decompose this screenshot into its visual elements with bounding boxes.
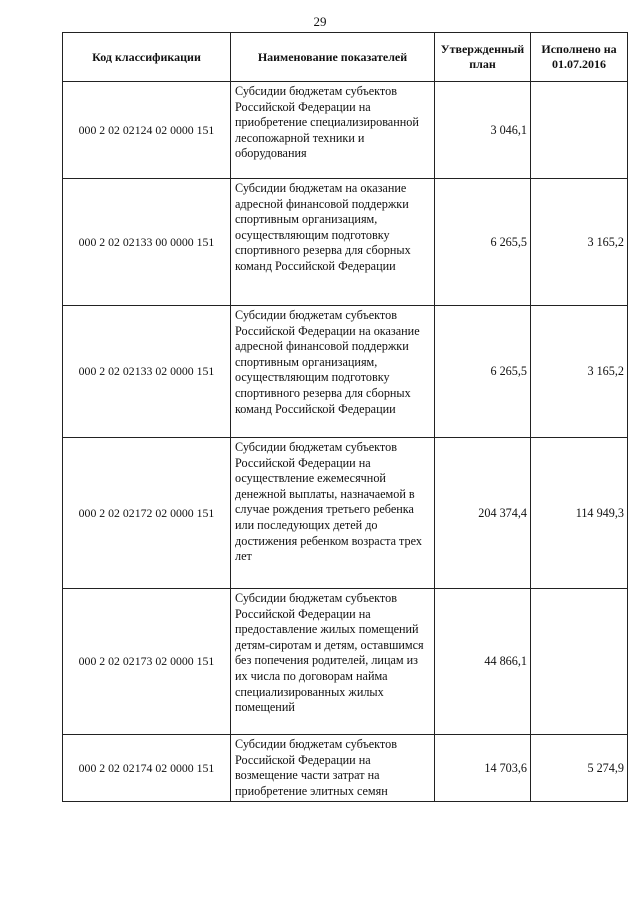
header-plan: Утвержденный план	[435, 33, 531, 82]
row-name: Субсидии бюджетам субъектов Российской Федерации на предоставление жилых помещений детям-сиротам и детям, оставшимся без попечения родителей, лицам из их числа по договорам найма специализированных жилых помещений	[231, 589, 435, 735]
row-name: Субсидии бюджетам на оказание адресной финансовой поддержки спортивным организациям, осуществляющим подготовку спортивного резерва для сборных команд Российской Федерации	[231, 179, 435, 306]
table-row	[63, 306, 628, 438]
row-done: 114 949,3	[531, 438, 628, 589]
page-number: 29	[313, 14, 327, 29]
row-code: 000 2 02 02133 00 0000 151	[63, 179, 231, 306]
row-done: 3 165,2	[531, 306, 628, 438]
report-table	[62, 32, 628, 802]
table-row	[63, 735, 628, 802]
table-row	[63, 589, 628, 735]
table-row	[63, 438, 628, 589]
row-done: 5 274,9	[531, 735, 628, 802]
row-code: 000 2 02 02124 02 0000 151	[63, 82, 231, 179]
row-name: Субсидии бюджетам субъектов Российской Федерации на возмещение части затрат на приобретение элитных семян	[231, 735, 435, 802]
row-code: 000 2 02 02174 02 0000 151	[63, 735, 231, 802]
row-plan: 6 265,5	[435, 179, 531, 306]
row-code: 000 2 02 02173 02 0000 151	[63, 589, 231, 735]
row-name: Субсидии бюджетам субъектов Российской Федерации на осуществление ежемесячной денежной выплаты, назначаемой в случае рождения третьего ребенка или последующих детей до достижения ребенком возраста трех лет	[231, 438, 435, 589]
header-row	[63, 33, 628, 82]
row-done: 3 165,2	[531, 179, 628, 306]
row-plan: 6 265,5	[435, 306, 531, 438]
row-name: Субсидии бюджетам субъектов Российской Федерации на оказание адресной финансовой поддержки спортивным организациям, осуществляющим подготовку спортивного резерва для сборных команд Российской Федерации	[231, 306, 435, 438]
row-plan: 3 046,1	[435, 82, 531, 179]
row-name: Субсидии бюджетам субъектов Российской Федерации на приобретение специализированной лесопожарной техники и оборудования	[231, 82, 435, 179]
table-row	[63, 82, 628, 179]
header-name: Наименование показателей	[231, 33, 435, 82]
row-code: 000 2 02 02172 02 0000 151	[63, 438, 231, 589]
table-row	[63, 179, 628, 306]
header-done: Исполнено на 01.07.2016	[531, 33, 628, 82]
row-code: 000 2 02 02133 02 0000 151	[63, 306, 231, 438]
row-done	[531, 589, 628, 735]
row-plan: 14 703,6	[435, 735, 531, 802]
row-plan: 44 866,1	[435, 589, 531, 735]
row-done	[531, 82, 628, 179]
header-code: Код классификации	[63, 33, 231, 82]
row-plan: 204 374,4	[435, 438, 531, 589]
